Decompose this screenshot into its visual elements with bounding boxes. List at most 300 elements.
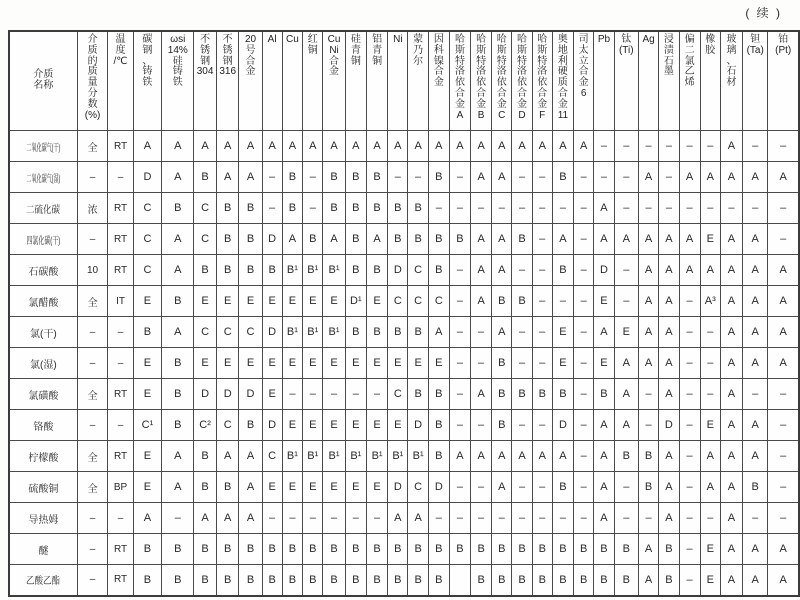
row-label-medium: 二氧化碳气(干) bbox=[9, 131, 77, 162]
cell-pb: B bbox=[594, 565, 614, 596]
cell-pt: – bbox=[768, 193, 799, 224]
cell-vinylidene-chloride: – bbox=[679, 503, 700, 534]
cell-monel: D bbox=[408, 410, 428, 441]
table-row bbox=[9, 565, 799, 596]
cell-hastelloy-c: A bbox=[492, 441, 512, 472]
row-label-medium: 导热姆 bbox=[9, 503, 77, 534]
cell-carbon-steel-cast-iron: E bbox=[133, 379, 162, 410]
cell-glass-stone: – bbox=[720, 193, 742, 224]
cell-ti: E bbox=[614, 317, 638, 348]
cell-stainless-316: A bbox=[216, 441, 239, 472]
cell-inconel: B bbox=[428, 565, 449, 596]
cell-silicon-bronze: B bbox=[345, 193, 366, 224]
cell-vinylidene-chloride: – bbox=[679, 348, 700, 379]
cell-pb: A bbox=[594, 441, 614, 472]
cell-aluminum-bronze: B bbox=[366, 255, 387, 286]
cell-monel: B bbox=[408, 317, 428, 348]
col-header-carbon-steel-cast-iron: 碳 钢 、 铸 铁 bbox=[133, 31, 162, 131]
cell-mass-fraction: – bbox=[77, 162, 108, 193]
cell-hastelloy-f: – bbox=[532, 348, 552, 379]
cell-red-copper: – bbox=[303, 193, 323, 224]
continued-label: ( 续 ) bbox=[745, 6, 782, 20]
cell-hastelloy-a: – bbox=[449, 348, 470, 379]
table-row bbox=[9, 255, 799, 286]
cell-ti: B bbox=[614, 534, 638, 565]
row-label-medium: 氯(干) bbox=[9, 317, 77, 348]
cell-al: – bbox=[262, 193, 282, 224]
cell-hastelloy-f: – bbox=[532, 410, 552, 441]
col-header-stainless-316: 不 锈 钢 316 bbox=[216, 31, 239, 131]
cell-cu-ni-alloy: A bbox=[323, 224, 345, 255]
cell-alloy-20: D bbox=[239, 379, 262, 410]
cell-ag: A bbox=[638, 348, 658, 379]
cell-impregnated-graphite: A bbox=[659, 224, 679, 255]
cell-inconel: B bbox=[428, 255, 449, 286]
cell-temperature: IT bbox=[108, 286, 133, 317]
cell-mass-fraction: 全 bbox=[77, 441, 108, 472]
cell-hastelloy-c: B bbox=[492, 565, 512, 596]
corrosion-resistance-table bbox=[8, 30, 800, 597]
cell-hastelloy-c: A bbox=[492, 317, 512, 348]
col-header-hastelloy-b: 哈 斯 特 洛 依 合 金 B bbox=[471, 31, 492, 131]
cell-si14-silicon-cast-iron: A bbox=[162, 317, 194, 348]
cell-hastelloy-f: – bbox=[532, 286, 552, 317]
cell-ni: B bbox=[388, 534, 408, 565]
cell-pb: – bbox=[594, 131, 614, 162]
cell-vinylidene-chloride: – bbox=[679, 441, 700, 472]
cell-silicon-bronze: A bbox=[345, 131, 366, 162]
cell-hastelloy-c: B bbox=[492, 379, 512, 410]
cell-austrian-hard-alloy-11: B bbox=[552, 565, 573, 596]
cell-carbon-steel-cast-iron: E bbox=[133, 348, 162, 379]
cell-hastelloy-d: B bbox=[512, 379, 532, 410]
cell-pb: E bbox=[594, 286, 614, 317]
cell-alloy-20: A bbox=[239, 162, 262, 193]
cell-impregnated-graphite: A bbox=[659, 286, 679, 317]
cell-carbon-steel-cast-iron: C bbox=[133, 255, 162, 286]
table-row bbox=[9, 224, 799, 255]
cell-inconel: D bbox=[428, 472, 449, 503]
cell-inconel: B bbox=[428, 534, 449, 565]
col-header-medium-name: 介质 名称 bbox=[9, 31, 77, 131]
cell-stellite-6: – bbox=[574, 472, 594, 503]
cell-red-copper: B¹ bbox=[303, 441, 323, 472]
cell-ta: A bbox=[743, 410, 768, 441]
cell-temperature: – bbox=[108, 348, 133, 379]
cell-mass-fraction: – bbox=[77, 410, 108, 441]
cell-cu: E bbox=[282, 348, 302, 379]
cell-ti: – bbox=[614, 162, 638, 193]
cell-hastelloy-a: – bbox=[449, 379, 470, 410]
row-label-medium: 柠檬酸 bbox=[9, 441, 77, 472]
cell-rubber: A bbox=[700, 255, 720, 286]
cell-silicon-bronze: B bbox=[345, 317, 366, 348]
cell-hastelloy-b: – bbox=[471, 410, 492, 441]
col-header-pb: Pb bbox=[594, 31, 614, 131]
cell-hastelloy-c: – bbox=[492, 193, 512, 224]
cell-si14-silicon-cast-iron: B bbox=[162, 348, 194, 379]
cell-alloy-20: E bbox=[239, 286, 262, 317]
col-header-monel: 蒙 乃 尔 bbox=[408, 31, 428, 131]
cell-hastelloy-b: – bbox=[471, 317, 492, 348]
cell-pb: A bbox=[594, 317, 614, 348]
col-header-stellite-6: 司 太 立 合 金 6 bbox=[574, 31, 594, 131]
cell-al: C bbox=[262, 441, 282, 472]
cell-al: – bbox=[262, 162, 282, 193]
cell-red-copper: B¹ bbox=[303, 317, 323, 348]
cell-silicon-bronze: B bbox=[345, 162, 366, 193]
cell-vinylidene-chloride: – bbox=[679, 534, 700, 565]
cell-mass-fraction: – bbox=[77, 348, 108, 379]
cell-pb: D bbox=[594, 255, 614, 286]
cell-vinylidene-chloride: – bbox=[679, 565, 700, 596]
cell-rubber: E bbox=[700, 565, 720, 596]
cell-pb: B bbox=[594, 534, 614, 565]
cell-ta: A bbox=[743, 565, 768, 596]
cell-austrian-hard-alloy-11: A bbox=[552, 131, 573, 162]
cell-ag: A bbox=[638, 565, 658, 596]
cell-ti: – bbox=[614, 131, 638, 162]
cell-temperature: RT bbox=[108, 255, 133, 286]
cell-ti: A bbox=[614, 224, 638, 255]
cell-hastelloy-d: – bbox=[512, 503, 532, 534]
cell-vinylidene-chloride: – bbox=[679, 193, 700, 224]
cell-vinylidene-chloride: A bbox=[679, 255, 700, 286]
cell-mass-fraction: 全 bbox=[77, 379, 108, 410]
cell-red-copper: E bbox=[303, 348, 323, 379]
cell-red-copper: B¹ bbox=[303, 255, 323, 286]
cell-temperature: – bbox=[108, 162, 133, 193]
cell-alloy-20: B bbox=[239, 193, 262, 224]
cell-ni: B bbox=[388, 565, 408, 596]
cell-ag: A bbox=[638, 224, 658, 255]
cell-stainless-304: E bbox=[194, 286, 217, 317]
row-label-medium: 氯(湿) bbox=[9, 348, 77, 379]
cell-pt: A bbox=[768, 286, 799, 317]
cell-silicon-bronze: E bbox=[345, 410, 366, 441]
cell-hastelloy-a: – bbox=[449, 410, 470, 441]
cell-si14-silicon-cast-iron: A bbox=[162, 472, 194, 503]
cell-si14-silicon-cast-iron: B bbox=[162, 379, 194, 410]
cell-aluminum-bronze: A bbox=[366, 224, 387, 255]
cell-monel: B bbox=[408, 379, 428, 410]
cell-impregnated-graphite: – bbox=[659, 162, 679, 193]
cell-austrian-hard-alloy-11: – bbox=[552, 286, 573, 317]
col-header-rubber: 橡 胶 bbox=[700, 31, 720, 131]
cell-si14-silicon-cast-iron: A bbox=[162, 131, 194, 162]
row-label-medium: 乙酸乙酯 bbox=[9, 565, 77, 596]
cell-ta: A bbox=[743, 162, 768, 193]
cell-inconel: B bbox=[428, 441, 449, 472]
cell-hastelloy-a: A bbox=[449, 131, 470, 162]
cell-inconel: – bbox=[428, 193, 449, 224]
cell-hastelloy-b: A bbox=[471, 379, 492, 410]
cell-alloy-20: B bbox=[239, 255, 262, 286]
cell-stellite-6: – bbox=[574, 503, 594, 534]
cell-monel: B bbox=[408, 193, 428, 224]
cell-carbon-steel-cast-iron: A bbox=[133, 131, 162, 162]
cell-hastelloy-b: A bbox=[471, 255, 492, 286]
cell-hastelloy-a bbox=[449, 565, 470, 596]
cell-glass-stone: A bbox=[720, 255, 742, 286]
cell-stainless-316: B bbox=[216, 193, 239, 224]
cell-stainless-304: B bbox=[194, 472, 217, 503]
cell-inconel: B bbox=[428, 379, 449, 410]
cell-inconel: C bbox=[428, 286, 449, 317]
cell-cu-ni-alloy: A bbox=[323, 131, 345, 162]
table-row bbox=[9, 162, 799, 193]
cell-carbon-steel-cast-iron: A bbox=[133, 503, 162, 534]
cell-ti: – bbox=[614, 286, 638, 317]
cell-alloy-20: A bbox=[239, 131, 262, 162]
cell-alloy-20: B bbox=[239, 565, 262, 596]
cell-monel: B bbox=[408, 534, 428, 565]
col-header-cu-ni-alloy: Cu Ni 合 金 bbox=[323, 31, 345, 131]
col-header-hastelloy-a: 哈 斯 特 洛 依 合 金 A bbox=[449, 31, 470, 131]
cell-aluminum-bronze: B bbox=[366, 317, 387, 348]
cell-cu: E bbox=[282, 410, 302, 441]
cell-temperature: RT bbox=[108, 379, 133, 410]
cell-al: – bbox=[262, 503, 282, 534]
cell-hastelloy-d: – bbox=[512, 348, 532, 379]
col-header-temperature: 温 度 /℃ bbox=[108, 31, 133, 131]
cell-cu: B¹ bbox=[282, 317, 302, 348]
cell-stainless-316: A bbox=[216, 131, 239, 162]
cell-stainless-304: A bbox=[194, 503, 217, 534]
cell-ni: A bbox=[388, 131, 408, 162]
cell-silicon-bronze: B bbox=[345, 534, 366, 565]
cell-hastelloy-f: – bbox=[532, 317, 552, 348]
cell-hastelloy-c: B bbox=[492, 410, 512, 441]
cell-glass-stone: A bbox=[720, 379, 742, 410]
col-header-mass-fraction: 介 质 的 质 量 分 数 (%) bbox=[77, 31, 108, 131]
cell-pb: B bbox=[594, 379, 614, 410]
col-header-alloy-20: 20 号 合 金 bbox=[239, 31, 262, 131]
cell-silicon-bronze: B bbox=[345, 224, 366, 255]
cell-temperature: RT bbox=[108, 441, 133, 472]
cell-si14-silicon-cast-iron: B bbox=[162, 565, 194, 596]
cell-ti: – bbox=[614, 193, 638, 224]
cell-ti: – bbox=[614, 503, 638, 534]
cell-ti: B bbox=[614, 441, 638, 472]
cell-silicon-bronze: E bbox=[345, 472, 366, 503]
cell-ti: A bbox=[614, 379, 638, 410]
cell-hastelloy-c: A bbox=[492, 224, 512, 255]
cell-si14-silicon-cast-iron: A bbox=[162, 224, 194, 255]
cell-aluminum-bronze: B bbox=[366, 565, 387, 596]
table-row bbox=[9, 472, 799, 503]
cell-mass-fraction: 全 bbox=[77, 131, 108, 162]
cell-vinylidene-chloride: – bbox=[679, 379, 700, 410]
cell-impregnated-graphite: A bbox=[659, 255, 679, 286]
cell-cu-ni-alloy: E bbox=[323, 472, 345, 503]
cell-ni: E bbox=[388, 410, 408, 441]
cell-stainless-316: E bbox=[216, 348, 239, 379]
col-header-stainless-304: 不 锈 钢 304 bbox=[194, 31, 217, 131]
cell-si14-silicon-cast-iron: A bbox=[162, 441, 194, 472]
cell-rubber: A³ bbox=[700, 286, 720, 317]
cell-stainless-316: B bbox=[216, 565, 239, 596]
cell-ta: – bbox=[743, 193, 768, 224]
cell-temperature: RT bbox=[108, 534, 133, 565]
cell-hastelloy-b: – bbox=[471, 193, 492, 224]
cell-monel: C bbox=[408, 286, 428, 317]
table-row bbox=[9, 131, 799, 162]
cell-impregnated-graphite: A bbox=[659, 472, 679, 503]
cell-vinylidene-chloride: – bbox=[679, 286, 700, 317]
col-header-hastelloy-d: 哈 斯 特 洛 依 合 金 D bbox=[512, 31, 532, 131]
cell-austrian-hard-alloy-11: D bbox=[552, 410, 573, 441]
cell-pt: A bbox=[768, 317, 799, 348]
cell-si14-silicon-cast-iron: B bbox=[162, 410, 194, 441]
cell-vinylidene-chloride: A bbox=[679, 162, 700, 193]
cell-austrian-hard-alloy-11: E bbox=[552, 348, 573, 379]
cell-ta: – bbox=[743, 379, 768, 410]
cell-silicon-bronze: – bbox=[345, 503, 366, 534]
cell-austrian-hard-alloy-11: – bbox=[552, 193, 573, 224]
cell-stainless-316: E bbox=[216, 286, 239, 317]
cell-rubber: – bbox=[700, 379, 720, 410]
cell-alloy-20: C bbox=[239, 317, 262, 348]
cell-hastelloy-d: B bbox=[512, 286, 532, 317]
cell-cu-ni-alloy: E bbox=[323, 286, 345, 317]
table-row bbox=[9, 410, 799, 441]
cell-monel: C bbox=[408, 472, 428, 503]
cell-hastelloy-c: B bbox=[492, 534, 512, 565]
col-header-pt: 铂 (Pt) bbox=[768, 31, 799, 131]
cell-cu: B bbox=[282, 565, 302, 596]
cell-austrian-hard-alloy-11: B bbox=[552, 472, 573, 503]
cell-cu: – bbox=[282, 379, 302, 410]
cell-rubber: E bbox=[700, 224, 720, 255]
cell-stellite-6: – bbox=[574, 286, 594, 317]
cell-vinylidene-chloride: – bbox=[679, 131, 700, 162]
cell-cu: B bbox=[282, 162, 302, 193]
col-header-si14-silicon-cast-iron: ωsi 14% 硅 铸 铁 bbox=[162, 31, 194, 131]
cell-cu: B bbox=[282, 193, 302, 224]
cell-glass-stone: A bbox=[720, 162, 742, 193]
cell-ni: B bbox=[388, 224, 408, 255]
cell-alloy-20: B bbox=[239, 224, 262, 255]
cell-hastelloy-f: – bbox=[532, 162, 552, 193]
cell-rubber: – bbox=[700, 131, 720, 162]
cell-mass-fraction: – bbox=[77, 224, 108, 255]
cell-al: E bbox=[262, 472, 282, 503]
cell-hastelloy-b: A bbox=[471, 224, 492, 255]
cell-carbon-steel-cast-iron: E bbox=[133, 441, 162, 472]
cell-pb: A bbox=[594, 224, 614, 255]
cell-si14-silicon-cast-iron: A bbox=[162, 255, 194, 286]
cell-pt: – bbox=[768, 472, 799, 503]
cell-cu: A bbox=[282, 224, 302, 255]
col-header-ni: Ni bbox=[388, 31, 408, 131]
cell-cu-ni-alloy: B bbox=[323, 565, 345, 596]
cell-stainless-304: C² bbox=[194, 410, 217, 441]
cell-ta: – bbox=[743, 503, 768, 534]
cell-silicon-bronze: B bbox=[345, 255, 366, 286]
cell-inconel: B bbox=[428, 162, 449, 193]
cell-hastelloy-f: A bbox=[532, 441, 552, 472]
cell-rubber: – bbox=[700, 348, 720, 379]
cell-austrian-hard-alloy-11: B bbox=[552, 255, 573, 286]
col-header-red-copper: 红 铜 bbox=[303, 31, 323, 131]
col-header-ta: 钽 (Ta) bbox=[743, 31, 768, 131]
cell-ta: A bbox=[743, 348, 768, 379]
cell-temperature: BP bbox=[108, 472, 133, 503]
cell-stellite-6: – bbox=[574, 255, 594, 286]
cell-stainless-316: C bbox=[216, 410, 239, 441]
cell-pt: A bbox=[768, 565, 799, 596]
cell-hastelloy-c: B bbox=[492, 348, 512, 379]
cell-al: D bbox=[262, 224, 282, 255]
cell-glass-stone: A bbox=[720, 410, 742, 441]
cell-ni: C bbox=[388, 286, 408, 317]
cell-cu-ni-alloy: B bbox=[323, 193, 345, 224]
cell-cu: – bbox=[282, 503, 302, 534]
table-row bbox=[9, 317, 799, 348]
cell-al: D bbox=[262, 410, 282, 441]
cell-stainless-304: C bbox=[194, 224, 217, 255]
cell-si14-silicon-cast-iron: B bbox=[162, 193, 194, 224]
cell-glass-stone: A bbox=[720, 503, 742, 534]
cell-temperature: RT bbox=[108, 224, 133, 255]
cell-stainless-304: E bbox=[194, 348, 217, 379]
cell-ag: A bbox=[638, 286, 658, 317]
col-header-inconel: 因 科 镍 合 金 bbox=[428, 31, 449, 131]
cell-hastelloy-b: A bbox=[471, 131, 492, 162]
cell-rubber: – bbox=[700, 317, 720, 348]
cell-pb: E bbox=[594, 348, 614, 379]
cell-ti: – bbox=[614, 472, 638, 503]
cell-hastelloy-a: – bbox=[449, 317, 470, 348]
cell-hastelloy-d: – bbox=[512, 162, 532, 193]
cell-al: D bbox=[262, 317, 282, 348]
cell-pb: A bbox=[594, 193, 614, 224]
cell-stainless-316: B bbox=[216, 534, 239, 565]
cell-ti: A bbox=[614, 348, 638, 379]
cell-stellite-6: – bbox=[574, 224, 594, 255]
cell-hastelloy-b: A bbox=[471, 286, 492, 317]
cell-hastelloy-c: B bbox=[492, 286, 512, 317]
cell-temperature: – bbox=[108, 503, 133, 534]
cell-ag: A bbox=[638, 255, 658, 286]
cell-inconel: E bbox=[428, 348, 449, 379]
cell-stellite-6: – bbox=[574, 379, 594, 410]
cell-monel: B bbox=[408, 224, 428, 255]
cell-temperature: RT bbox=[108, 565, 133, 596]
cell-hastelloy-d: B bbox=[512, 565, 532, 596]
cell-stellite-6: – bbox=[574, 317, 594, 348]
cell-cu: B¹ bbox=[282, 441, 302, 472]
cell-austrian-hard-alloy-11: – bbox=[552, 503, 573, 534]
table-row bbox=[9, 503, 799, 534]
cell-stainless-316: D bbox=[216, 379, 239, 410]
cell-ni: – bbox=[388, 162, 408, 193]
cell-rubber: A bbox=[700, 472, 720, 503]
cell-carbon-steel-cast-iron: C bbox=[133, 224, 162, 255]
cell-inconel: A bbox=[428, 317, 449, 348]
cell-aluminum-bronze: E bbox=[366, 410, 387, 441]
cell-alloy-20: A bbox=[239, 503, 262, 534]
cell-hastelloy-a: – bbox=[449, 255, 470, 286]
cell-hastelloy-d: – bbox=[512, 472, 532, 503]
cell-pb: A bbox=[594, 472, 614, 503]
cell-ti: B bbox=[614, 565, 638, 596]
cell-hastelloy-d: B bbox=[512, 224, 532, 255]
cell-cu-ni-alloy: B¹ bbox=[323, 317, 345, 348]
cell-red-copper: B bbox=[303, 534, 323, 565]
cell-monel: B bbox=[408, 565, 428, 596]
